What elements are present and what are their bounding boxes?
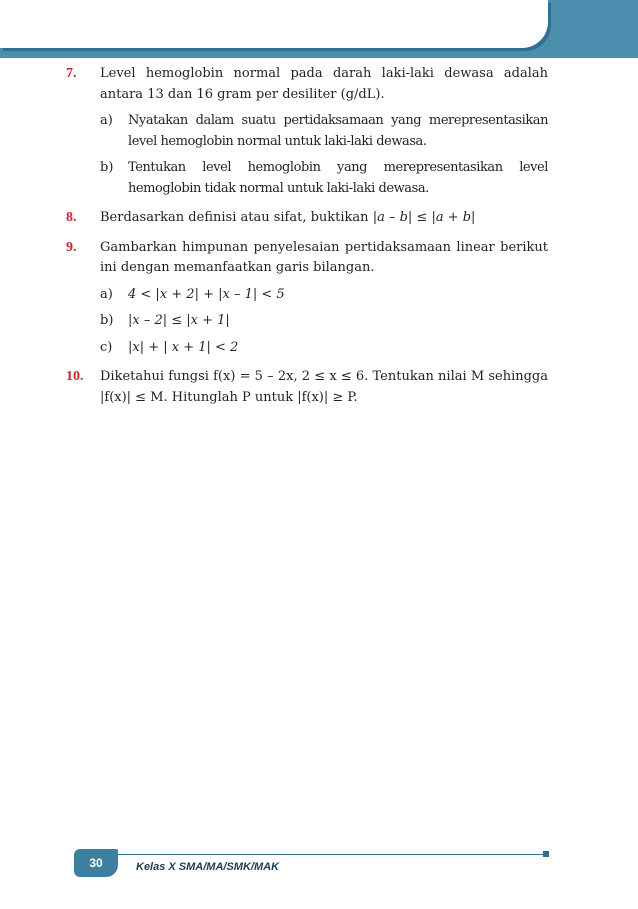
math-expression: 4 < |x + 2| + |x – 1| < 5 bbox=[128, 286, 285, 302]
header-tab bbox=[0, 0, 548, 48]
sub-label: a) bbox=[100, 286, 113, 302]
sub-question-a bbox=[100, 285, 548, 306]
page-number-badge bbox=[74, 849, 118, 877]
sub-label: b) bbox=[100, 313, 114, 328]
sub-question-c bbox=[100, 338, 548, 359]
exercise-list bbox=[66, 64, 548, 417]
sub-text: Tentukan level hemoglobin yang merepresentasikan level hemoglobin tidak normal untuk laki-laki dewasa. bbox=[128, 160, 548, 196]
question-8 bbox=[66, 208, 548, 229]
math-expression: |x – 2| ≤ |x + 1| bbox=[128, 313, 230, 328]
question-number: 8. bbox=[66, 210, 77, 225]
math-expression: |a – b| ≤ |a + b| bbox=[372, 210, 476, 225]
question-7 bbox=[66, 64, 548, 199]
page-number: 30 bbox=[89, 856, 103, 870]
footer-rule-end-marker bbox=[543, 851, 549, 857]
footer-rule bbox=[118, 854, 543, 855]
question-text bbox=[100, 208, 548, 229]
question-number: 10. bbox=[66, 369, 84, 384]
question-number: 9. bbox=[66, 239, 77, 255]
sub-question-b bbox=[100, 311, 548, 332]
question-text: Diketahui fungsi f(x) = 5 – 2x, 2 ≤ x ≤ 6. Tentukan nilai M sehingga |f(x)| ≤ M. Hitunglah P untuk |f(x)| ≥ P. bbox=[100, 369, 548, 405]
sub-question-b bbox=[100, 158, 548, 199]
sub-question-a bbox=[100, 111, 548, 152]
sub-label: a) bbox=[100, 113, 113, 128]
question-9 bbox=[66, 238, 548, 359]
question-text: Level hemoglobin normal pada darah laki-laki dewasa adalah antara 13 dan 16 gram per desiliter (g/dL). bbox=[100, 66, 548, 102]
book-title: Kelas X SMA/MA/SMK/MAK bbox=[136, 861, 280, 873]
sub-text: Nyatakan dalam suatu pertidaksamaan yang merepresentasikan level hemoglobin normal untuk laki-laki dewasa. bbox=[128, 113, 548, 149]
sub-label: c) bbox=[100, 339, 113, 355]
sub-label: b) bbox=[100, 160, 114, 175]
question-number: 7. bbox=[66, 66, 77, 81]
question-10 bbox=[66, 367, 548, 408]
question-8-text: Berdasarkan definisi atau sifat, buktikan bbox=[100, 210, 373, 225]
question-text: Gambarkan himpunan penyelesaian pertidaksamaan linear berikut ini dengan memanfaatkan garis bilangan. bbox=[100, 239, 548, 275]
math-expression: |x| + | x + 1| < 2 bbox=[128, 339, 239, 355]
